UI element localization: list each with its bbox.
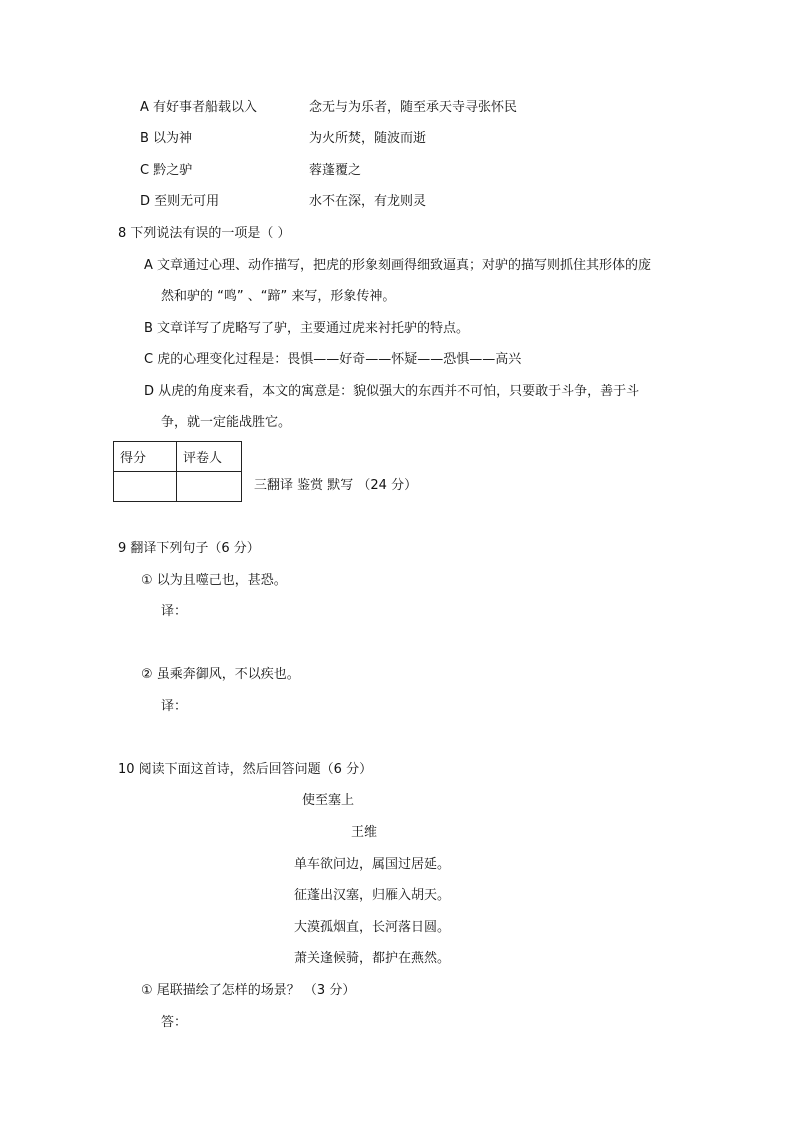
poem-author: 王维 [351, 825, 378, 840]
q9-sentence-1: ① 以为且噬己也，甚恐。 [141, 573, 287, 588]
poem-line-4: 萧关逢候骑，都护在燕然。 [294, 951, 451, 966]
option-a-right: 念无与为乐者，随至承天寺寻张怀民 [309, 100, 518, 115]
score-table [113, 441, 242, 502]
grader-header: 评卷人 [177, 442, 242, 472]
grader-cell [177, 472, 242, 502]
option-d-left: D 至则无可用 [140, 194, 220, 209]
poem-line-1: 单车欲问边，属国过居延。 [294, 857, 451, 872]
q8-option-d-line2: 争，就一定能战胜它。 [161, 415, 292, 430]
question-10-stem: 10 阅读下面这首诗，然后回答问题（6 分） [118, 762, 373, 777]
q10-subquestion-1: ① 尾联描绘了怎样的场景？ （3 分） [141, 983, 356, 998]
poem-title: 使至塞上 [302, 793, 355, 808]
poem-line-3: 大漠孤烟直，长河落日圆。 [294, 920, 451, 935]
q8-option-c: C 虎的心理变化过程是：畏惧——好奇——怀疑——恐惧——高兴 [144, 352, 522, 367]
score-header: 得分 [114, 442, 177, 472]
option-b-right: 为火所焚，随波而逝 [309, 131, 427, 146]
q8-option-d-line1: D 从虎的角度来看，本文的寓意是：貌似强大的东西并不可怕，只要敢于斗争，善于斗 [144, 384, 640, 399]
option-c-left: C 黔之驴 [140, 163, 193, 178]
q9-sentence-2: ② 虽乘奔御风，不以疾也。 [141, 667, 300, 682]
q8-option-b: B 文章详写了虎略写了驴，主要通过虎来衬托驴的特点。 [144, 321, 470, 336]
option-a-left: A 有好事者船载以入 [140, 100, 258, 115]
poem-line-2: 征蓬出汉塞，归雁入胡天。 [294, 888, 451, 903]
section-3-title: 三翻译 鉴赏 默写 （24 分） [254, 478, 418, 493]
q8-option-a-line2: 然和驴的 “鸣” 、“蹄” 来写，形象传神。 [161, 289, 396, 304]
score-cell [114, 472, 177, 502]
option-d-right: 水不在深，有龙则灵 [309, 194, 427, 209]
q9-translate-label-1: 译： [161, 604, 188, 619]
q9-translate-label-2: 译： [161, 699, 188, 714]
question-9-stem: 9 翻译下列句子（6 分） [118, 541, 260, 556]
question-8-stem: 8 下列说法有误的一项是（ ） [118, 226, 291, 241]
option-c-right: 蓉蓬覆之 [309, 163, 362, 178]
q8-option-a-line1: A 文章通过心理、动作描写，把虎的形象刻画得细致逼真；对驴的描写则抓住其形体的庞 [144, 258, 652, 273]
option-b-left: B 以为神 [140, 131, 193, 146]
q10-answer-label: 答： [161, 1015, 188, 1030]
